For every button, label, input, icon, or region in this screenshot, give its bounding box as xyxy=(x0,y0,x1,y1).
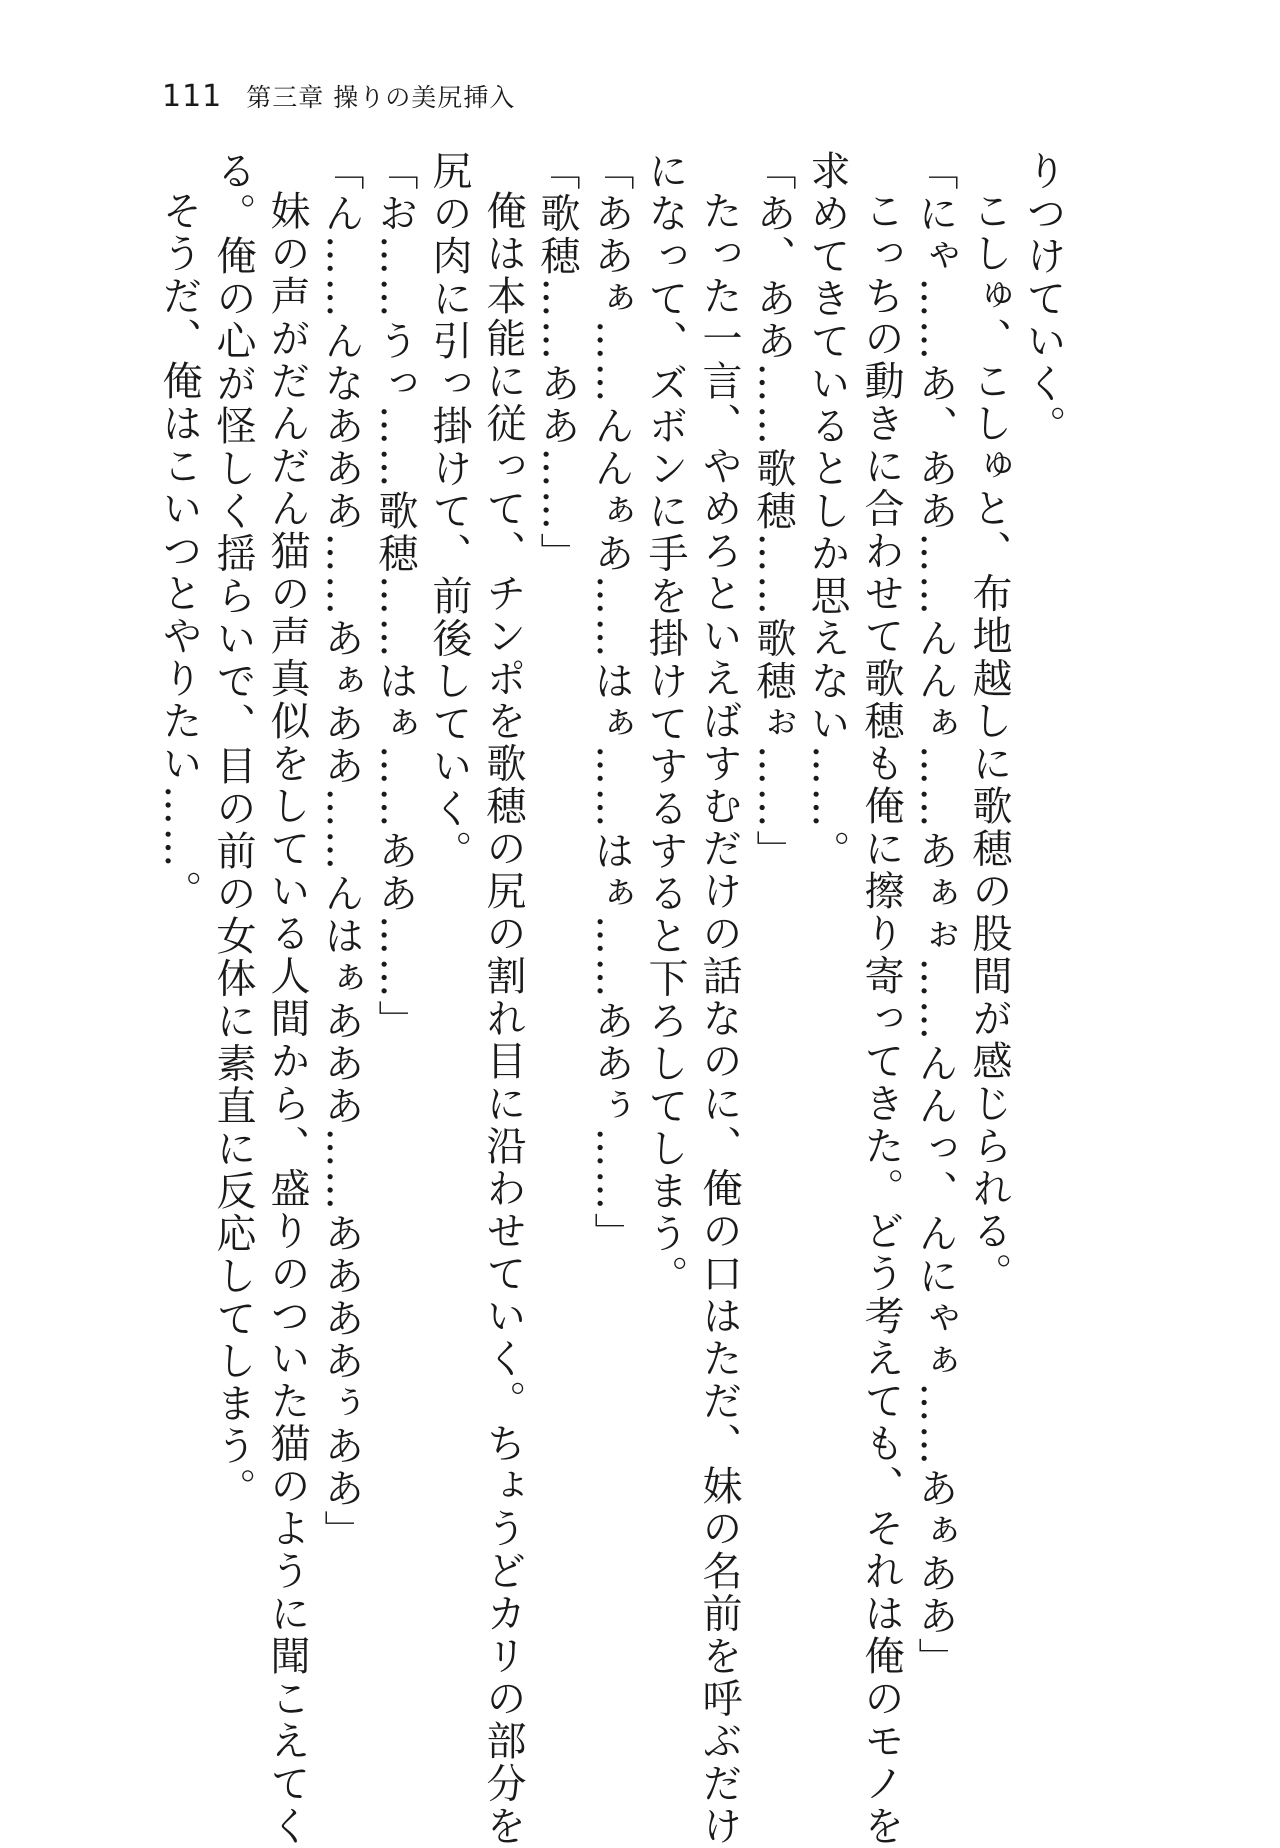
text-line: こっちの動きに合わせて歌穂も俺に擦り寄ってきた。どう考えても、それは俺のモノを xyxy=(858,190,904,1848)
text-line: る。俺の心が怪しく揺らいで、目の前の女体に素直に反応してしまう。 xyxy=(210,150,256,1510)
text-line: 「あ、ああ……歌穂……歌穂ぉ……」 xyxy=(750,150,796,873)
text-line: りつけていく。 xyxy=(1020,150,1066,448)
vertical-body-text xyxy=(156,150,1070,1848)
text-line: こしゅ、こしゅと、布地越しに歌穂の股間が感じられる。 xyxy=(966,190,1012,1295)
running-header xyxy=(162,78,515,118)
text-line: になって、ズボンに手を掛けてするすると下ろしてしまう。 xyxy=(642,150,688,1298)
text-line: 求めてきているとしか思えない……。 xyxy=(804,150,850,873)
text-line: 「お……うっ……歌穂……はぁ……ああ……」 xyxy=(372,150,418,1043)
text-line: 俺は本能に従って、チンポを歌穂の尻の割れ目に沿わせていく。ちょうどカリの部分を xyxy=(480,190,526,1848)
text-line: 「にゃ……あ、ああ……んんぁ……あぁぉ……んんっ、んにゃぁ……あぁああ」 xyxy=(912,150,958,1680)
text-line: 「ああぁ……んんぁあ……はぁ……はぁ……ああぅ……」 xyxy=(588,150,634,1255)
text-line: 妹の声がだんだん猫の声真似をしている人間から、盛りのついた猫のように聞こえてく xyxy=(264,190,310,1848)
page-number: 111 xyxy=(162,79,223,114)
text-line: たった一言、やめろといえばすむだけの話なのに、俺の口はただ、妹の名前を呼ぶだけ xyxy=(696,190,742,1848)
chapter-title: 第三章 操りの美尻挿入 xyxy=(246,83,516,112)
text-line: 「ん……んなあああ……あぁああ……んはぁあああ……ああああぅああ」 xyxy=(318,150,364,1553)
text-line: 「歌穂……ああ……」 xyxy=(534,150,580,575)
text-line: 尻の肉に引っ掛けて、前後していく。 xyxy=(426,150,472,873)
text-line: そうだ、俺はこいつとやりたい……。 xyxy=(156,190,202,913)
